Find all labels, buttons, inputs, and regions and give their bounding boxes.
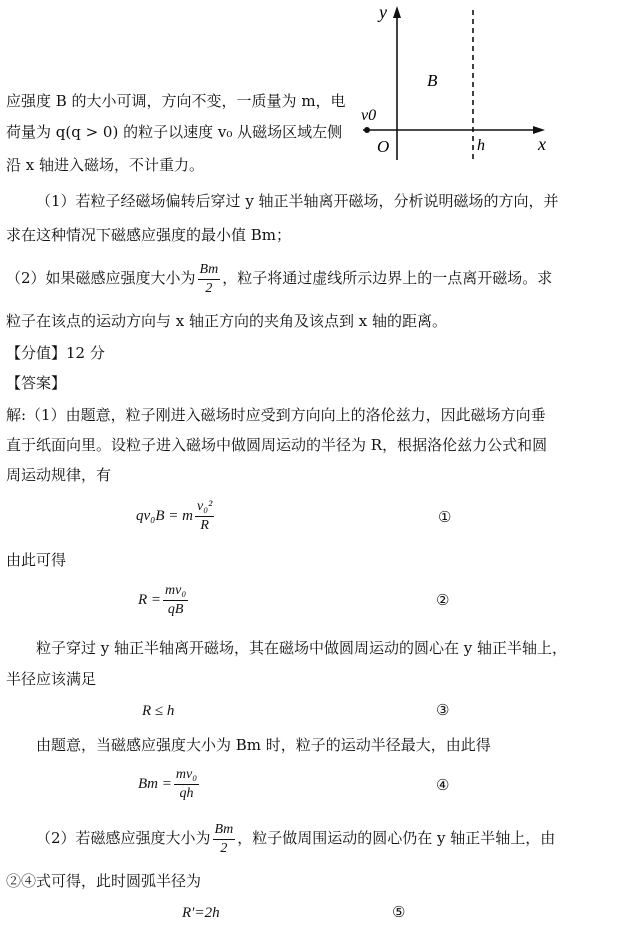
equation-1-fraction	[195, 498, 214, 535]
question-2-line-1	[6, 258, 552, 298]
equation-3: R ≤ h	[142, 703, 175, 719]
equation-2-den: qB	[167, 602, 184, 618]
question-2-frac-num: Bm	[198, 261, 221, 280]
equation-4	[138, 764, 201, 804]
question-1-line-2: 求在这种情况下磁感应强度的最小值 Bm；	[6, 226, 292, 244]
score-line: 【分值】12 分	[6, 344, 105, 362]
intro-line-2: 荷量为 q(q > 0) 的粒子以速度 v₀ 从磁场区域左侧	[6, 123, 343, 141]
solution-p4-text-b: ，粒子做周围运动的圆心仍在 y 轴正半轴上，由	[237, 829, 556, 847]
magnetic-field-figure	[355, 0, 620, 168]
velocity-label: v0	[361, 107, 377, 124]
equation-4-den: qh	[179, 786, 194, 802]
intro-line-1: 应强度 B 的大小可调，方向不变，一质量为 m，电	[6, 92, 346, 110]
y-axis-label: y	[379, 2, 387, 22]
particle-dot	[364, 127, 370, 133]
x-axis-label: x	[538, 134, 546, 154]
solution-p4-frac-num: Bm	[213, 821, 236, 840]
question-2-text-a: （2）如果磁感应强度大小为	[6, 269, 196, 287]
solution-p4-frac-den: 2	[220, 840, 228, 856]
equation-4-num: mv₀	[174, 766, 199, 785]
solution-p1-line-2: 直于纸面向里。设粒子进入磁场中做圆周运动的半径为 R，根据洛伦兹力公式和圆	[6, 436, 548, 454]
question-2-fraction	[198, 261, 221, 298]
solution-p3-line-1: 由题意，当磁感应强度大小为 Bm 时，粒子的运动半径最大，由此得	[36, 736, 491, 754]
boundary-label: h	[477, 137, 485, 154]
equation-5-number: ⑤	[392, 903, 406, 921]
equation-2-number: ②	[436, 591, 450, 609]
equation-4-lhs: Bm =	[138, 776, 172, 792]
question-1-line-1: （1）若粒子经磁场偏转后穿过 y 轴正半轴离开磁场，分析说明磁场的方向，并	[36, 192, 559, 210]
solution-p2-line-1: 粒子穿过 y 轴正半轴离开磁场，其在磁场中做圆周运动的圆心在 y 轴正半轴上，	[36, 639, 568, 657]
equation-1-den: R	[200, 518, 209, 534]
equation-5: R′=2h	[182, 905, 220, 921]
question-2-line-2: 粒子在该点的运动方向与 x 轴正方向的夹角及该点到 x 轴的距离。	[6, 312, 447, 330]
solution-p2-line-2: 半径应该满足	[6, 670, 97, 688]
solution-p4-line-2: ②④式可得，此时圆弧半径为	[6, 872, 202, 890]
origin-label: O	[377, 137, 390, 156]
solution-p4-fraction	[213, 821, 236, 858]
equation-4-fraction	[174, 766, 199, 803]
solution-p1-line-1: 解:（1）由题意，粒子刚进入磁场时应受到方向向上的洛伦兹力，因此磁场方向垂	[6, 406, 546, 424]
intro-line-3: 沿 x 轴进入磁场，不计重力。	[6, 156, 204, 174]
equation-1-lhs: qv₀B = m	[136, 508, 193, 524]
equation-1	[136, 496, 216, 536]
question-2-frac-den: 2	[205, 280, 213, 296]
equation-2-num: mv₀	[163, 582, 188, 601]
equation-4-number: ④	[436, 776, 450, 794]
equation-2-lhs: R =	[138, 592, 162, 608]
equation-3-number: ③	[436, 701, 450, 719]
solution-p4-text-a: （2）若磁感应强度大小为	[36, 829, 211, 847]
answer-label: 【答案】	[6, 374, 67, 392]
y-axis-arrow	[393, 6, 401, 18]
x-axis-arrow	[533, 126, 545, 134]
equation-2	[138, 580, 190, 620]
then-line: 由此可得	[6, 551, 67, 569]
question-2-text-b: ，粒子将通过虚线所示边界上的一点离开磁场。求	[222, 269, 553, 287]
equation-1-number: ①	[438, 508, 452, 526]
equation-2-fraction	[163, 582, 188, 619]
field-label: B	[427, 71, 438, 90]
equation-1-num: v₀²	[195, 498, 214, 517]
solution-p4-line-1	[36, 818, 555, 858]
solution-p1-line-3: 周运动规律，有	[6, 466, 112, 484]
